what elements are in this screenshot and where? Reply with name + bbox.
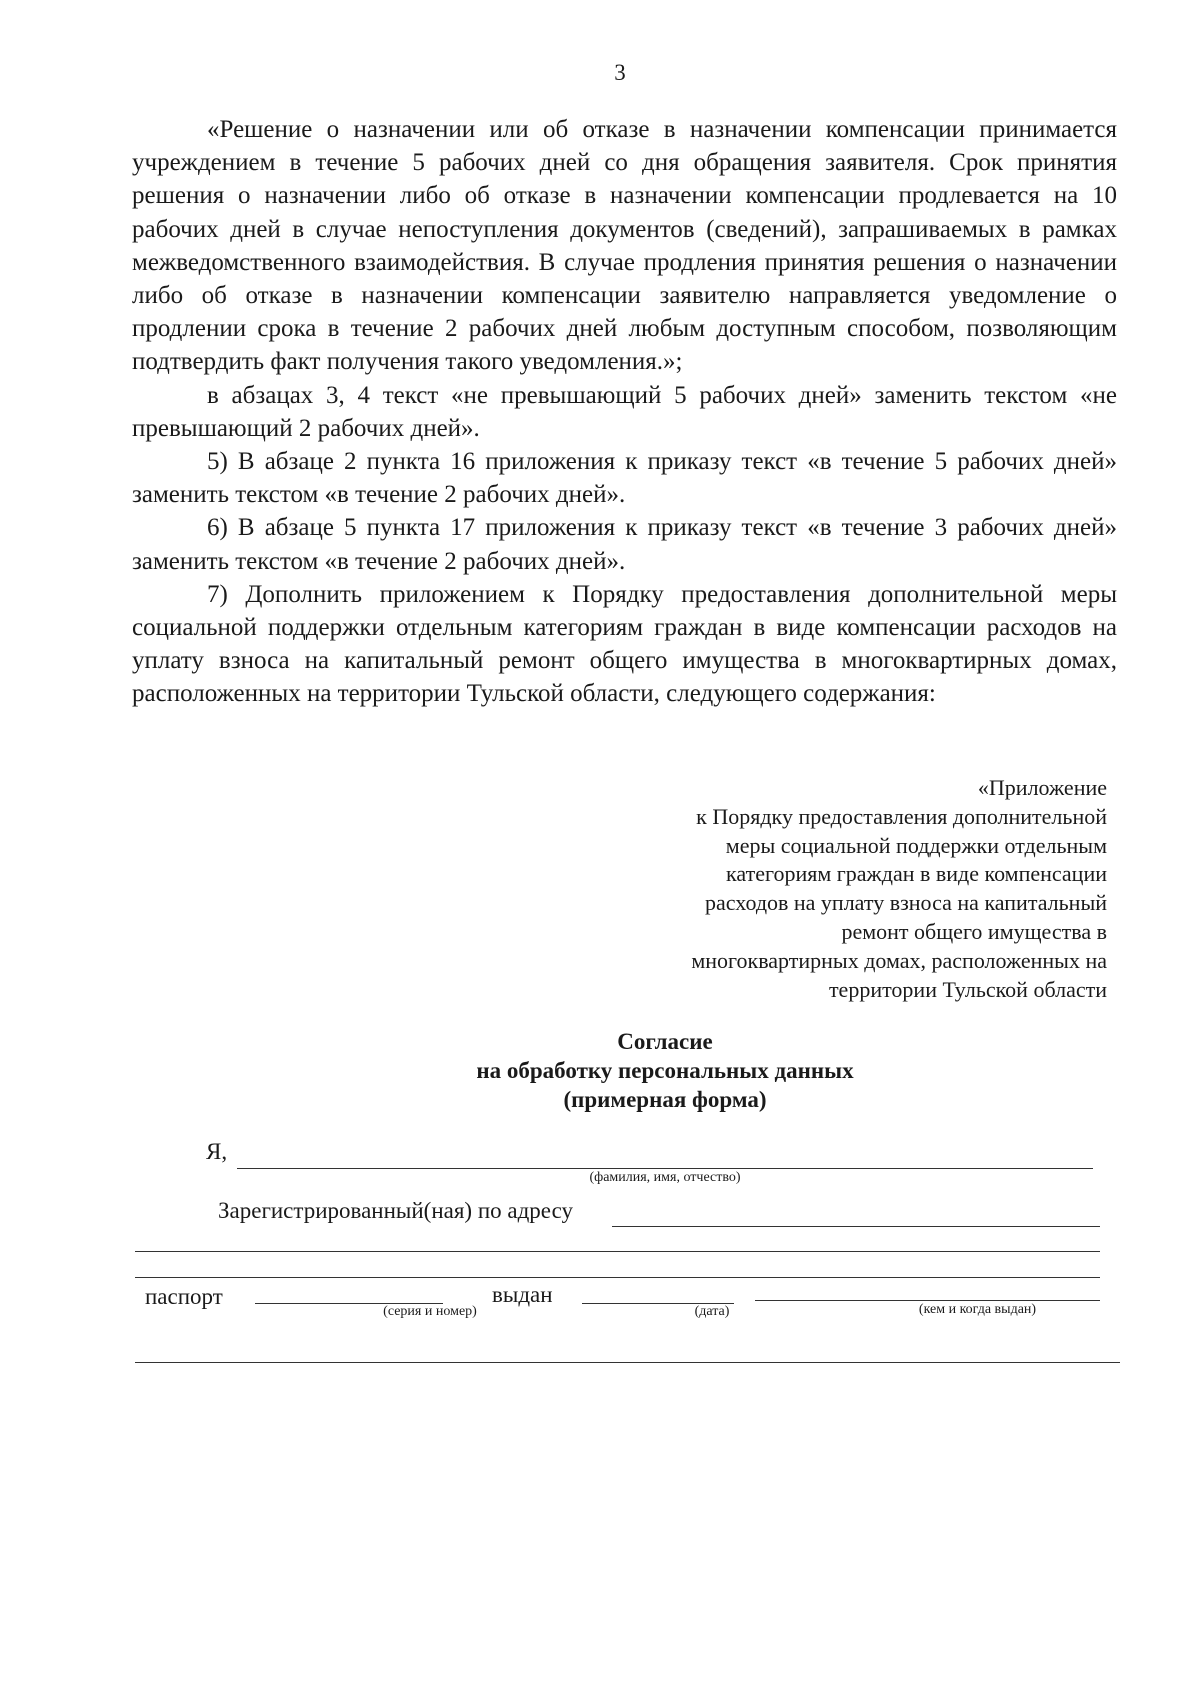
issuer-hint: (кем и когда выдан): [918, 1302, 1037, 1317]
paragraph-item-6: 6) В абзаце 5 пункта 17 приложения к приказу текст «в течение 3 рабочих дней» заменить текстом «в течение 2 рабочих дней».: [132, 514, 1117, 575]
issuer-field-line-2[interactable]: [135, 1362, 1120, 1363]
title-line: на обработку персональных данных: [476, 1058, 854, 1083]
issuer-line[interactable]: [755, 1300, 1100, 1301]
passport-label: паспорт: [145, 1284, 223, 1309]
document-title: [0, 1027, 1200, 1114]
appendix-line: ремонт общего имущества в: [841, 918, 1107, 944]
page-number: 3: [614, 60, 626, 85]
title-line: (примерная форма): [563, 1087, 767, 1112]
appendix-line: меры социальной поддержки отдельным: [725, 832, 1107, 858]
series-hint: (серия и номер): [383, 1304, 477, 1319]
appendix-header: [547, 774, 1107, 1004]
address-field-line-2[interactable]: [135, 1251, 1100, 1252]
body-text: [132, 113, 1117, 711]
i-label: Я,: [206, 1139, 228, 1164]
paragraph-item-5: 5) В абзаце 2 пункта 16 приложения к приказу текст «в течение 5 рабочих дней» заменить текстом «в течение 2 рабочих дней».: [132, 448, 1117, 509]
fio-hint: (фамилия, имя, отчество): [589, 1170, 741, 1185]
registered-label: Зарегистрированный(ная) по адресу: [218, 1198, 573, 1223]
appendix-line: к Порядку предоставления дополнительной: [696, 803, 1107, 829]
paragraph-decision-terms: «Решение о назначении или об отказе в назначении компенсации принимается учреждением в течение 5 рабочих дней со дня обращения заявителя. Срок принятия решения о назначении либо об отказе в назначении компенсации продлевается на 10 рабочих дней в случае непоступления документов (сведений), запрашиваемых в рамках межведомственного взаимодействия. В случае продления принятия решения о назначении либо об отказе в назначении компенсации заявителю направляется уведомление о продлении срока в течение 2 рабочих дней любым доступным способом, позволяющим подтвердить факт получения такого уведомления.»;: [132, 116, 1117, 376]
address-field-line-3[interactable]: [135, 1277, 1100, 1278]
fio-field-line[interactable]: [237, 1168, 1093, 1169]
paragraph-item-7: 7) Дополнить приложением к Порядку предоставления дополнительной меры социальной поддержки отдельным категориям граждан в виде компенсации расходов на уплату взноса на капитальный ремонт общего имущества в многоквартирных домах, расположенных на территории Тульской области, следующего содержания:: [132, 580, 1117, 708]
appendix-line: многоквартирных домах, расположенных на: [691, 947, 1107, 973]
appendix-line: расходов на уплату взноса на капитальный: [705, 890, 1107, 916]
appendix-line: территории Тульской области: [828, 976, 1107, 1002]
title-line: Согласие: [617, 1029, 713, 1054]
paragraph-abzac-3-4: в абзацах 3, 4 текст «не превышающий 5 рабочих дней» заменить текстом «не превышающий 2 рабочих дней».: [132, 381, 1117, 442]
date-hint: (дата): [694, 1304, 730, 1319]
address-field-line[interactable]: [612, 1226, 1100, 1227]
appendix-line: категориям граждан в виде компенсации: [726, 861, 1107, 887]
issued-label: выдан: [492, 1282, 553, 1307]
appendix-line: «Приложение: [977, 775, 1107, 800]
